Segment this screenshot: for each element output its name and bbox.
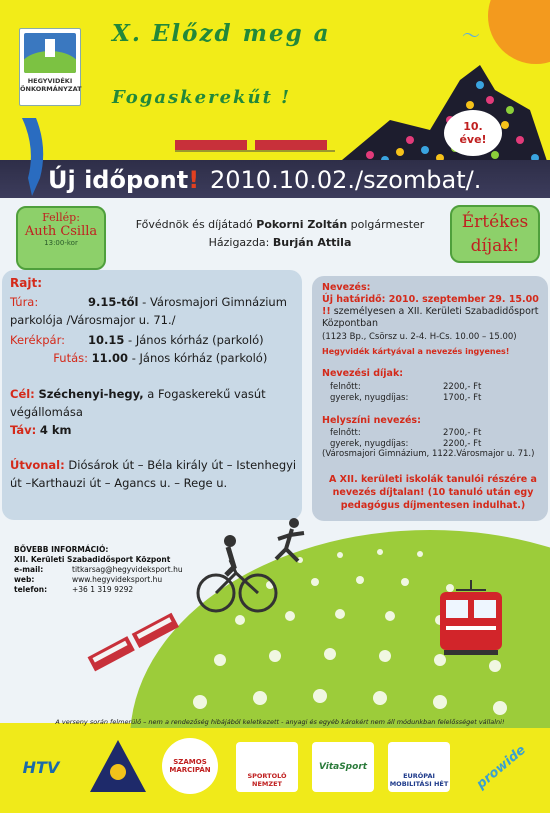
anniversary-line2: éve! xyxy=(459,133,487,146)
seagull-icon: 〜 xyxy=(462,26,480,47)
title-line2: Fogaskerekűt ! xyxy=(112,87,292,108)
sportolo-nemzet-logo: SPORTOLÓ NEMZET xyxy=(236,742,298,792)
municipality-logo xyxy=(19,28,81,106)
performer-label: Fellép: xyxy=(42,211,80,224)
registration-address: (1123 Bp., Csörsz u. 2-4. H-Cs. 10.00 – 15.00) xyxy=(322,332,517,342)
event-date: 2010.10.02./szombat/. xyxy=(210,166,482,194)
registration-heading: Nevezés: xyxy=(322,282,371,293)
fee-adult-label: felnőtt: xyxy=(330,382,361,392)
tram-downhill-illustration xyxy=(80,605,190,675)
contact-info: BŐVEBB INFORMÁCIÓ: XII. Kerületi Szabadidősport Központ e-mail: titkarsag@hegyvideksport.hu web: www.hegyvideksport.hu telefon: +36 1 319 9292 xyxy=(14,545,264,595)
logo-name-line1: HEGYVIDÉKI xyxy=(27,77,73,85)
colorful-mountain-illustration xyxy=(330,60,550,170)
prowide-logo: prowide xyxy=(473,742,529,792)
szamos-logo: SZAMOS MARCIPÁN xyxy=(162,738,218,794)
start-bike-run: Kerékpár: 10.15 - János kórház (parkoló) Futás: 11.00 - János kórház (parkoló) xyxy=(10,333,268,365)
performer-badge xyxy=(16,206,106,270)
mobility-week-logo: EURÓPAI MOBILITÁSI HÉT xyxy=(388,742,450,792)
onsite-child-label: gyerek, nyugdíjas: xyxy=(330,439,409,449)
onsite-place: (Városmajori Gimnázium, 1122.Városmajor u. 71.) xyxy=(322,449,535,459)
tram-illustration xyxy=(175,138,335,152)
triangle-logo xyxy=(88,738,148,794)
free-registration-note: Hegyvidék kártyával a nevezés ingyenes! xyxy=(322,347,510,356)
performer-time: 13:00-kor xyxy=(44,239,78,247)
title-line1: X. Előzd meg a xyxy=(112,20,331,47)
route-info: Útvonal: Diósárok út – Béla király út – Istenhegyi út –Karthauzi út – Agancs u. – Rege u. xyxy=(10,458,297,490)
patron-name: Pokorni Zoltán xyxy=(256,218,348,231)
fee-adult-price: 2200,- Ft xyxy=(443,382,482,392)
onsite-heading: Helyszíni nevezés: xyxy=(322,415,421,426)
disclaimer: A verseny során felmerülő – nem a rendezőség hibájából keletkezett - anyagi és egyéb károkért nem áll módunkban felelősséget vállalni! xyxy=(55,718,505,726)
registration-deadline: Új határidő: 2010. szeptember 29. 15.00 !! személyesen a XII. Kerületi Szabadidősport Központban xyxy=(322,294,539,329)
onsite-adult-label: felnőtt: xyxy=(330,428,361,438)
contact-web[interactable]: www.hegyvideksport.hu xyxy=(72,575,163,584)
htv-logo: HTV xyxy=(22,757,60,777)
anniversary-line1: 10. xyxy=(463,120,483,133)
start-heading: Rajt: xyxy=(10,276,42,290)
onsite-adult-price: 2700,- Ft xyxy=(443,428,482,438)
patronage: Fővédnök és díjátadó Pokorni Zoltán polgármester Házigazda: Burján Attila xyxy=(135,218,425,249)
contact-phone: +36 1 319 9292 xyxy=(72,585,134,594)
finish-info: Cél: Széchenyi-hegy, a Fogaskerekű vasút végállomása xyxy=(10,387,266,419)
new-date-label: Új időpont! xyxy=(48,166,200,194)
onsite-child-price: 2200,- Ft xyxy=(443,439,482,449)
contact-heading: BŐVEBB INFORMÁCIÓ: xyxy=(14,545,109,554)
contact-org: XII. Kerületi Szabadidősport Központ xyxy=(14,555,171,564)
vitasport-logo: VitaSport xyxy=(312,742,374,792)
start-hike: Túra: 9.15-től - Városmajori Gimnázium parkolója /Városmajor u. 71./ xyxy=(10,295,287,327)
distance-info: Táv: 4 km xyxy=(10,423,72,437)
school-note: A XII. kerületi iskolák tanulói részére a nevezés díjtalan! (10 tanuló után egy pedagógus díjmentesen indulhat.) xyxy=(329,474,537,511)
anniversary-badge xyxy=(444,110,502,156)
host-name: Burján Attila xyxy=(272,236,352,249)
performer-name: Auth Csilla xyxy=(24,224,98,239)
fees-heading: Nevezési díjak: xyxy=(322,368,404,379)
fee-child-price: 1700,- Ft xyxy=(443,393,482,403)
contact-email[interactable]: titkarsag@hegyvideksport.hu xyxy=(72,565,183,574)
prizes-badge: Értékes díjak! xyxy=(450,205,540,263)
fee-child-label: gyerek, nyugdíjas: xyxy=(330,393,409,403)
cogwheel-tram-icon xyxy=(436,580,506,656)
logo-name-line2: ÖNKORMÁNYZAT xyxy=(20,85,82,93)
